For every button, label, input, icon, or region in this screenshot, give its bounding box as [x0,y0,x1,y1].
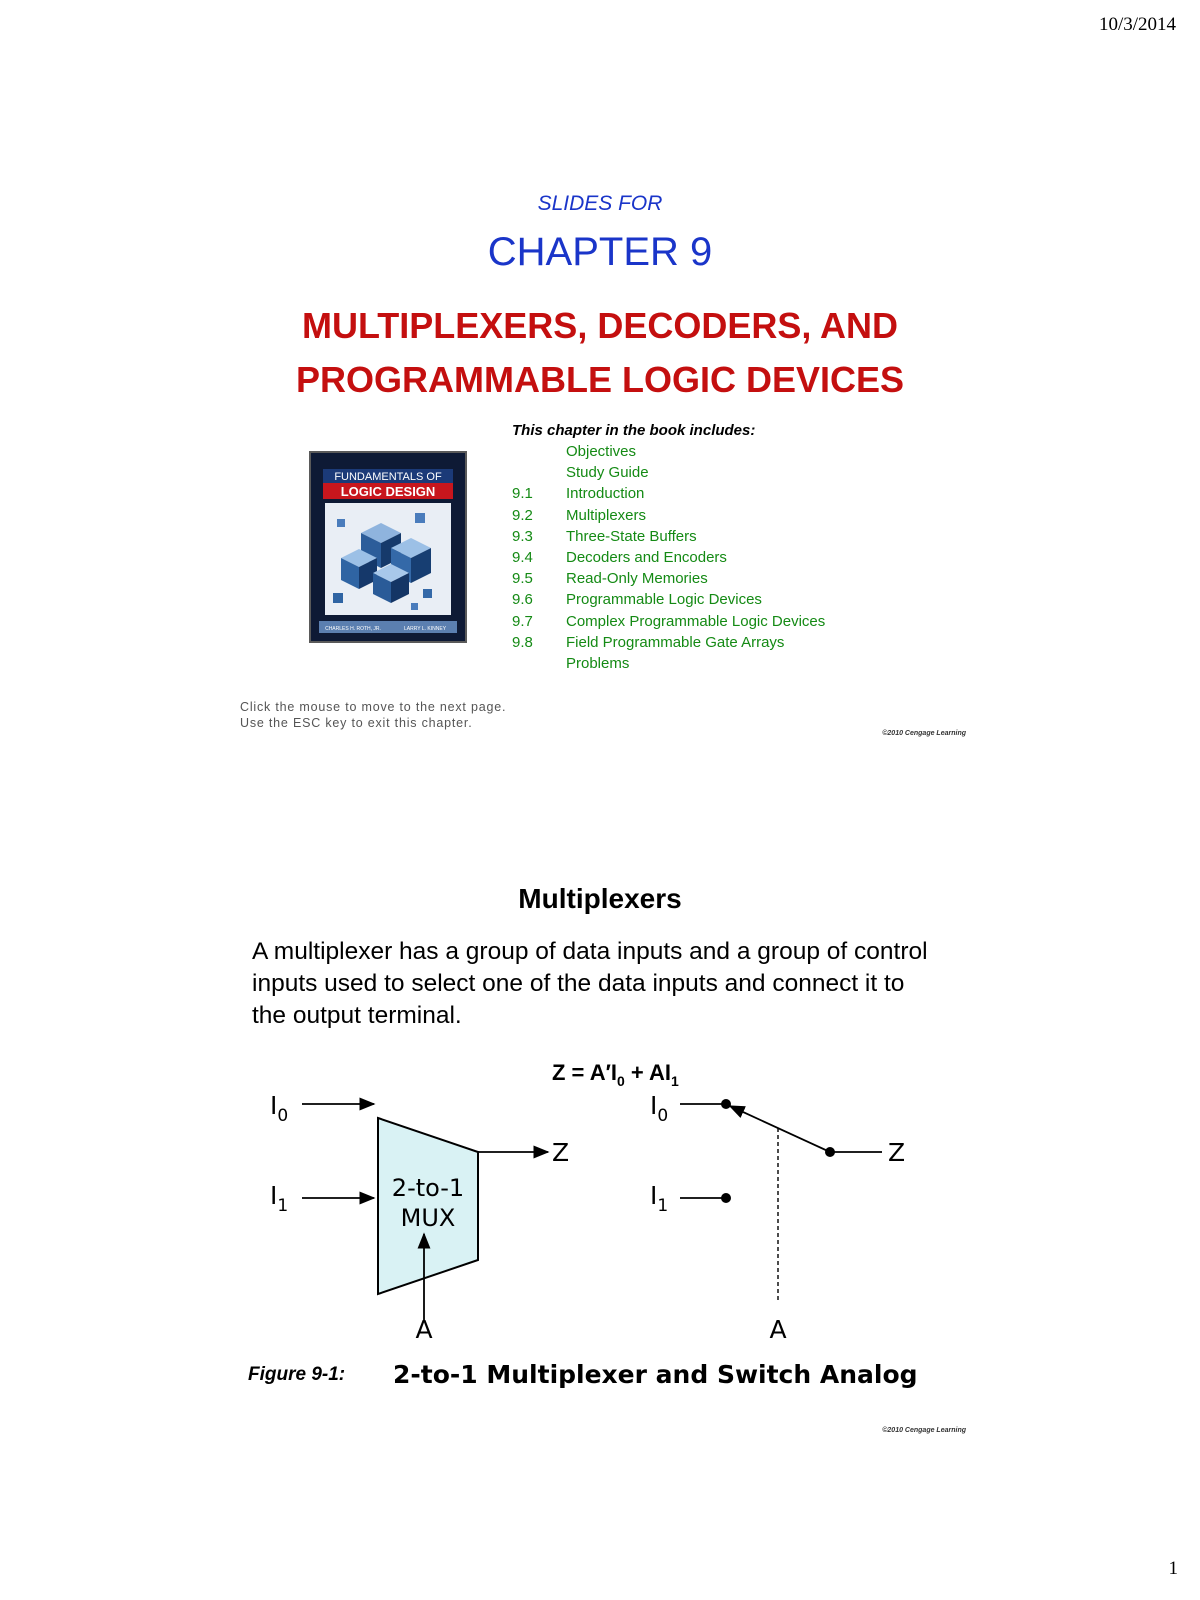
switch-input-i0-label: $I_0$ [650,1091,669,1126]
toc-item: 9.5 Read-Only Memories [512,570,708,588]
switch-lever [730,1106,830,1152]
slide-body-text: A multiplexer has a group of data inputs and a group of control inputs used to select one of the data inputs and connect it to the output terminal. [252,938,928,1029]
book-author2: LARRY L. KINNEY [403,626,447,632]
chapter-title [0,299,1200,407]
slide-title: Multiplexers [518,883,682,914]
switch-output-label: Z [888,1138,906,1167]
page-number: 1 [1168,1558,1178,1579]
chapter-heading: CHAPTER 9 [487,230,713,274]
mux-label-line2: MUX [400,1204,456,1232]
instruction-click: Click the mouse to move to the next page. [240,700,507,714]
figure-caption: 2-to-1 Multiplexer and Switch Analog [393,1360,918,1389]
toc-item: 9.8 Field Programmable Gate Arrays [512,633,785,651]
toc-item: 9.6 Programmable Logic Devices [512,591,762,609]
instruction-esc: Use the ESC key to exit this chapter. [240,716,473,730]
mux-label-line1: 2-to-1 [391,1174,465,1202]
switch-contact-i0 [721,1099,731,1109]
switch-input-i1-label: $I_1$ [650,1181,669,1216]
toc-item: Study Guide [566,464,649,482]
toc-item: 9.4 Decoders and Encoders [512,548,727,566]
toc-item: 9.1 Introduction [512,485,645,503]
copyright-notice: ©2010 Cengage Learning [882,1427,966,1434]
mux-equation: $Z = A'I_0 + AI_1$ [552,1060,679,1089]
toc-item: 9.2 Multiplexers [512,506,647,524]
toc-item: 9.7 Complex Programmable Logic Devices [512,612,826,630]
toc-item: Objectives [566,443,637,460]
mux-input-i0-label: $I_0$ [270,1091,289,1126]
chapter-title-line1: MULTIPLEXERS, DECODERS, AND [301,305,899,346]
print-date: 10/3/2014 [1098,14,1176,35]
toc-list [512,443,825,676]
mux-input-i1-label: $I_1$ [270,1181,289,1216]
book-author1: CHARLES H. ROTH, JR. [325,626,381,632]
mux-figure [230,1050,970,1340]
book-cover-art [311,453,465,641]
navigation-instructions [240,699,506,731]
mux-output-label: Z [552,1138,570,1167]
mux-select-label: A [415,1315,433,1340]
chapter-title-line2: PROGRAMMABLE LOGIC DEVICES [295,359,905,400]
toc-item: 9.3 Three-State Buffers [512,527,697,545]
book-cover-image [309,451,467,643]
switch-contact-i1 [721,1193,731,1203]
book-title-line1: FUNDAMENTALS OF [334,471,442,483]
toc-item: Problems [566,654,630,672]
slides-for-label: SLIDES FOR [537,192,663,215]
toc-heading: This chapter in the book includes: [512,422,756,439]
figure-caption-prefix: Figure 9-1: [248,1364,346,1385]
switch-select-label: A [769,1315,787,1340]
book-title-line2: LOGIC DESIGN [340,484,436,499]
copyright-notice: ©2010 Cengage Learning [882,730,966,737]
